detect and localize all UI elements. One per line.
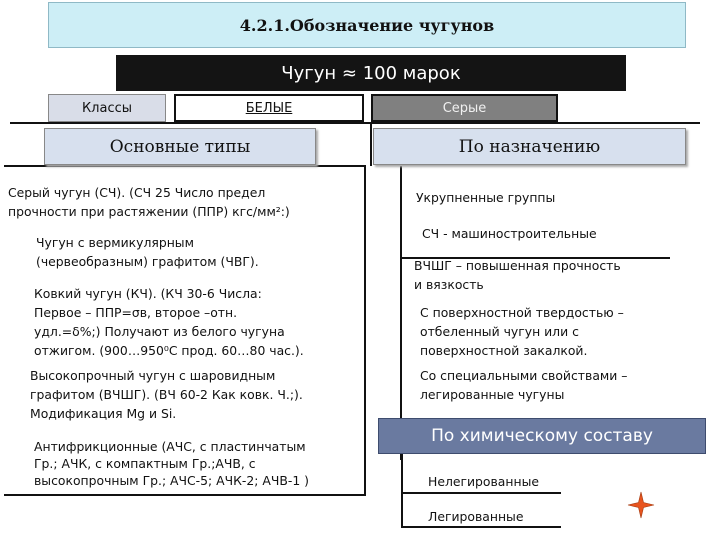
purpose-machine: СЧ - машиностроительные xyxy=(422,226,597,241)
right-bracket-vertical xyxy=(400,166,402,460)
purpose-surface: С поверхностной твердостью – отбеленный чугун или с поверхностной закалкой. xyxy=(420,305,624,358)
chem-branch-2 xyxy=(401,526,561,528)
banner: Чугун ≈ 100 марок xyxy=(116,55,626,91)
type-antifriction-iron: Антифрикционные (АЧС, с пластинчатым Гр.; АЧК, с компактным Гр.;АЧВ, с высокопрочным Гр.; АЧС-5; АЧК-2; АЧВ-1 ) xyxy=(34,439,309,488)
type-malleable-iron: Ковкий чугун (КЧ). (КЧ 30-6 Числа: Первое – ППР=σв, второе –отн. удл.=δ%;) Получают из белого чугуна отжигом. (900…950⁰С прод. 60…80 час.). xyxy=(34,286,304,358)
slide-title: 4.2.1.Обозначение чугунов xyxy=(48,2,686,48)
by-chemistry-header: По химическому составу xyxy=(378,418,706,454)
left-bracket-vertical xyxy=(364,165,366,495)
type-gray-iron: Серый чугун (СЧ). (СЧ 25 Число предел прочности при растяжении (ППР) кгс/мм²:) xyxy=(8,185,290,219)
purpose-groups: Укрупненные группы xyxy=(416,190,556,205)
classes-label: Классы xyxy=(48,94,166,122)
class-gray: Серые xyxy=(371,94,558,122)
left-bracket-bottom xyxy=(4,494,366,496)
by-purpose-header: По назначению xyxy=(373,128,686,165)
type-vermicular-iron: Чугун с вермикулярным (червеобразным) графитом (ЧВГ). xyxy=(36,235,259,269)
main-types-header: Основные типы xyxy=(44,128,316,165)
chem-unalloyed: Нелегированные xyxy=(428,474,539,489)
star-icon xyxy=(626,490,656,520)
chem-stem xyxy=(401,453,403,527)
chem-branch-1 xyxy=(401,492,561,494)
gray-branch-vertical xyxy=(370,122,372,166)
chem-alloyed: Легированные xyxy=(428,509,524,524)
purpose-special: Со специальными свойствами – легированные чугуны xyxy=(420,368,628,402)
connector-left xyxy=(4,165,364,167)
class-white: БЕЛЫЕ xyxy=(174,94,364,122)
connector-top xyxy=(10,122,700,124)
type-ductile-iron: Высокопрочный чугун с шаровидным графитом (ВЧШГ). (ВЧ 60-2 Как ковк. Ч.;). Модификация Mg и Si. xyxy=(30,368,303,421)
purpose-ductile: ВЧШГ – повышенная прочность и вязкость xyxy=(414,258,621,292)
